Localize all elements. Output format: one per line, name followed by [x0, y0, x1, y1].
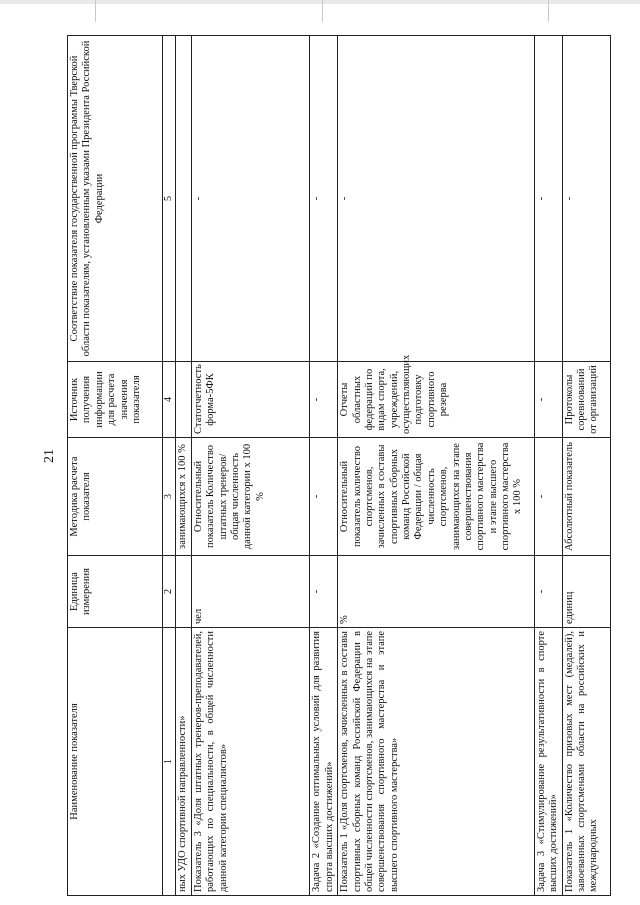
- cell-compliance: -: [310, 36, 338, 362]
- cell-source: Протоколы соревнований от организаций: [562, 362, 610, 438]
- header-source: Источник получения информации для расчета значения показателя: [68, 362, 163, 438]
- cell-method: -: [310, 438, 338, 556]
- cell-source: -: [534, 362, 562, 438]
- table-row: [338, 36, 535, 896]
- cell-name: Показатель 1 «Количество призовых мест (медалей), завоеванных спортсменами области на российских и международных: [562, 628, 610, 896]
- cell-compliance: -: [338, 36, 535, 362]
- cell-source: Статотчетность форма-5ФК: [191, 362, 309, 438]
- rotated-table-wrapper: [67, 36, 611, 896]
- header-name: Наименование показателя: [68, 628, 163, 896]
- cell-compliance: -: [191, 36, 309, 362]
- column-number-row: [163, 36, 176, 896]
- table-row: [534, 36, 562, 896]
- cell-name: Задача 3 «Стимулирование результативности в спорте высших достижений»: [534, 628, 562, 896]
- scan-top-edge: [0, 0, 640, 4]
- cell-source: Отчеты областных федераций по видам спорта, учреждений, осуществляющих подготовку спортивного резерва: [338, 362, 535, 438]
- cell-unit: [176, 556, 191, 628]
- page-number: 21: [42, 449, 57, 463]
- header-row: [68, 36, 163, 896]
- cell-name: Задача 2 «Создание оптимальных условий для развития спорта высших достижений»: [310, 628, 338, 896]
- cell-compliance: [176, 36, 191, 362]
- cell-unit: %: [338, 556, 535, 628]
- col-number: 3: [163, 438, 176, 556]
- scan-mark: [95, 0, 96, 22]
- table-row: [310, 36, 338, 896]
- cell-method: Абсолютный показатель: [562, 438, 610, 556]
- cell-source: [176, 362, 191, 438]
- cell-method: Относительный показатель количество спортсменов, зачисленных в составы спортивных сборных команд Российской Федерации / общая численность спортсменов, занимающихся на этапе совершенствования спортивного мастерства и этапе высшего спортивного мастерства х 100 %: [338, 438, 535, 556]
- table-row: [562, 36, 610, 896]
- cell-unit: единиц: [562, 556, 610, 628]
- cell-name: ных УДО спортивной направленности»: [176, 628, 191, 896]
- col-number: 4: [163, 362, 176, 438]
- header-unit: Единица измерения: [68, 556, 163, 628]
- cell-source: -: [310, 362, 338, 438]
- cell-method: Относительный показатель Количество штатных тренеров/ общая численность данной категории х 100 %: [191, 438, 309, 556]
- table-row: [176, 36, 191, 896]
- col-number: 2: [163, 556, 176, 628]
- table-row: [191, 36, 309, 896]
- scan-mark: [322, 0, 323, 22]
- cell-unit: -: [534, 556, 562, 628]
- cell-compliance: -: [534, 36, 562, 362]
- cell-name: Показатель 3 «Доля штатных тренеров-преподавателей, работающих по специальности, в общей численности данной категории специалистов»: [191, 628, 309, 896]
- cell-unit: чел: [191, 556, 309, 628]
- indicators-table: [67, 35, 611, 896]
- cell-method: занимающихся х 100 %: [176, 438, 191, 556]
- col-number: 1: [163, 628, 176, 896]
- cell-method: -: [534, 438, 562, 556]
- header-compliance: Соответствие показателя государственной программы Тверской области показателям, установленным указами Президента Российской Федерации: [68, 36, 163, 362]
- header-method: Методика расчета показателя: [68, 438, 163, 556]
- cell-name: Показатель 1 «Доля спортсменов, зачисленных в составы спортивных сборных команд Российской Федерации в общей численности спортсменов, занимающихся на этапе совершенствования спортивного мастерства и этапе высшего спортивного мастерства»: [338, 628, 535, 896]
- cell-unit: -: [310, 556, 338, 628]
- cell-compliance: -: [562, 36, 610, 362]
- scan-mark: [548, 0, 549, 22]
- col-number: 5: [163, 36, 176, 362]
